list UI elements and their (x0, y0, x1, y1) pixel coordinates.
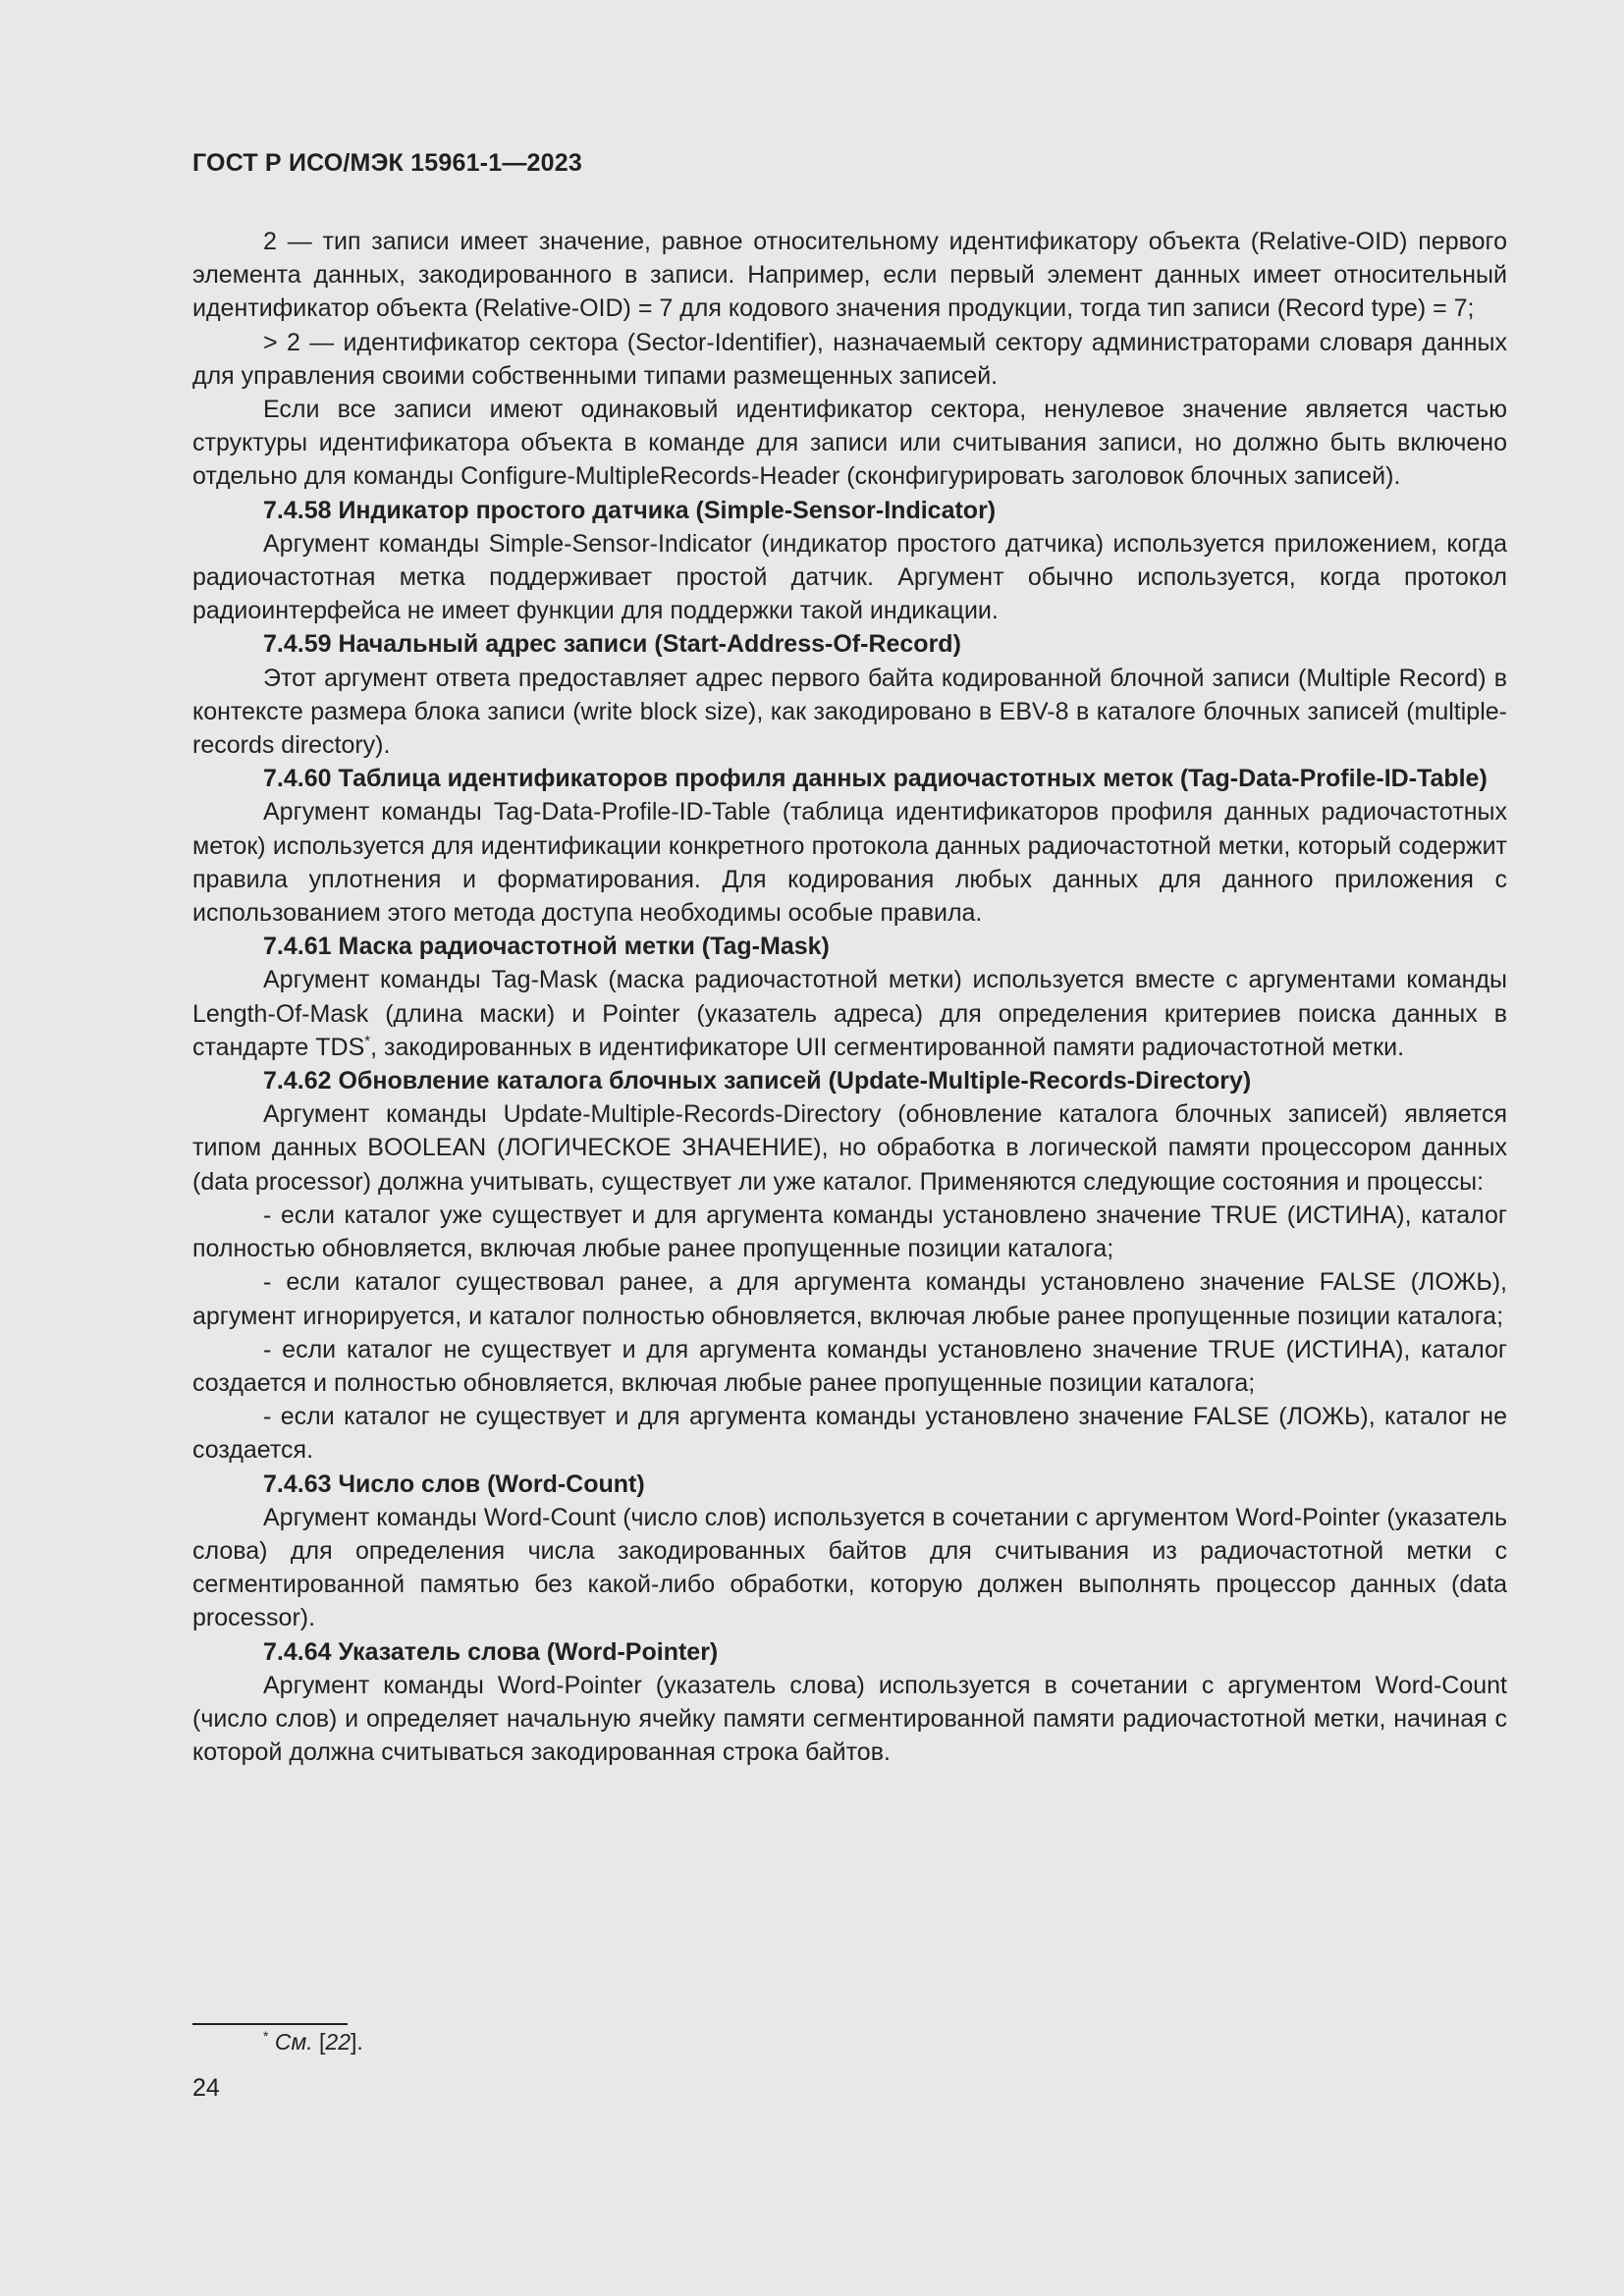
body-paragraph: 2 — тип записи имеет значение, равное относительному идентификатору объекта (Relative-OID) первого элемента данных, закодированного в записи. Например, если первый элемент данных имеет относительный идентификатор объекта (Relative-OID) = 7 для кодового значения продукции, тогда тип записи (Record type) = 7; (192, 228, 1507, 323)
footnote-marker: * (263, 2028, 269, 2044)
document-body (192, 225, 1507, 1769)
body-paragraph: Аргумент команды Simple-Sensor-Indicator (индикатор простого датчика) используется приложением, когда радиочастотная метка поддерживает простой датчик. Аргумент обычно используется, когда протокол радиоинтерфейса не имеет функции для поддержки такой индикации. (192, 529, 1507, 625)
list-item: - если каталог не существует и для аргумента команды установлено значение TRUE (ИСТИНА), каталог создается и полностью обновляется, включая любые ранее пропущенные позиции каталога; (192, 1335, 1507, 1397)
body-paragraph: Аргумент команды Word-Count (число слов) используется в сочетании с аргументом Word-Pointer (указатель слова) для определения числа закодированных байтов для считывания из радиочастотной метки с сегментированной памятью без какой-либо обработки, которую должен выполнять процессор данных (data processor). (192, 1503, 1507, 1632)
body-paragraph: Аргумент команды Word-Pointer (указатель слова) используется в сочетании с аргументом Word-Count (число слов) и определяет начальную ячейку памяти сегментированной памяти радиочастотной метки, начиная с которой должна считываться закодированная строка байтов. (192, 1671, 1507, 1767)
footnote-reference: 22 (325, 2029, 351, 2055)
section-heading: 7.4.58 Индикатор простого датчика (Simple-Sensor-Indicator) (263, 496, 997, 524)
section-heading: 7.4.60 Таблица идентификаторов профиля данных радиочастотных меток (Tag-Data-Profile-ID-Table) (263, 765, 1488, 793)
body-paragraph (192, 963, 1507, 1064)
list-item: - если каталог существовал ранее, а для аргумента команды установлено значение FALSE (ЛОЖЬ), аргумент игнорируется, и каталог полностью обновляется, включая любые ранее пропущенные позиции каталога; (192, 1268, 1507, 1330)
section-heading: 7.4.64 Указатель слова (Word-Pointer) (263, 1637, 719, 1666)
section-heading: 7.4.63 Число слов (Word-Count) (263, 1469, 645, 1498)
footnote-bracket-open: [ (312, 2029, 326, 2055)
footnote (263, 2029, 363, 2056)
paragraph-text: , закодированных в идентификаторе UII сегментированной памяти радиочастотной метки. (370, 1033, 1405, 1061)
body-paragraph: Аргумент команды Update-Multiple-Records-Directory (обновление каталога блочных записей) является типом данных BOOLEAN (ЛОГИЧЕСКОЕ ЗНАЧЕНИЕ), но обработка в логической памяти процессором данных (data processor) должна учитывать, существует ли уже каталог. Применяются следующие состояния и процессы: (192, 1100, 1507, 1196)
body-paragraph: > 2 — идентификатор сектора (Sector-Identifier), назначаемый сектору администраторами словаря данных для управления своими собственными типами размещенных записей. (192, 328, 1507, 390)
section-heading: 7.4.62 Обновление каталога блочных записей (Update-Multiple-Records-Directory) (263, 1067, 1252, 1095)
body-paragraph: Если все записи имеют одинаковый идентификатор сектора, ненулевое значение является частью структуры идентификатора объекта в команде для записи или считывания записи, но должно быть включено отдельно для команды Configure-MultipleRecords-Header (сконфигурировать заголовок блочных записей). (192, 396, 1507, 491)
document-header: ГОСТ Р ИСО/МЭК 15961-1—2023 (192, 149, 582, 177)
footnote-bracket-close: ]. (351, 2029, 363, 2055)
footnote-marker: * (364, 1032, 371, 1049)
body-paragraph: Этот аргумент ответа предоставляет адрес первого байта кодированной блочной записи (Multiple Record) в контексте размера блока записи (write block size), как закодировано в EBV-8 в каталоге блочных записей (multiple-records directory). (192, 664, 1507, 760)
page-number: 24 (192, 2074, 220, 2102)
list-item: - если каталог не существует и для аргумента команды установлено значение FALSE (ЛОЖЬ), каталог не создается. (192, 1403, 1507, 1465)
list-item: - если каталог уже существует и для аргумента команды установлено значение TRUE (ИСТИНА), каталог полностью обновляется, включая любые ранее пропущенные позиции каталога; (192, 1201, 1507, 1263)
paragraph-text: Аргумент команды Tag-Mask (маска радиочастотной метки) используется вместе с аргументами команды Length-Of-Mask (длина маски) и Pointer (указатель адреса) для определения критериев поиска данных в стандарте TDS (192, 966, 1507, 1061)
footnote-divider (192, 2023, 348, 2025)
section-heading: 7.4.61 Маска радиочастотной метки (Tag-Mask) (263, 933, 830, 961)
section-heading: 7.4.59 Начальный адрес записи (Start-Address-Of-Record) (263, 630, 961, 659)
body-paragraph: Аргумент команды Tag-Data-Profile-ID-Table (таблица идентификаторов профиля данных радиочастотных меток) используется для идентификации конкретного протокола данных радиочастотной метки, который содержит правила уплотнения и форматирования. Для кодирования любых данных для данного приложения с использованием этого метода доступа необходимы особые правила. (192, 798, 1507, 928)
footnote-prefix: См. (274, 2029, 313, 2055)
